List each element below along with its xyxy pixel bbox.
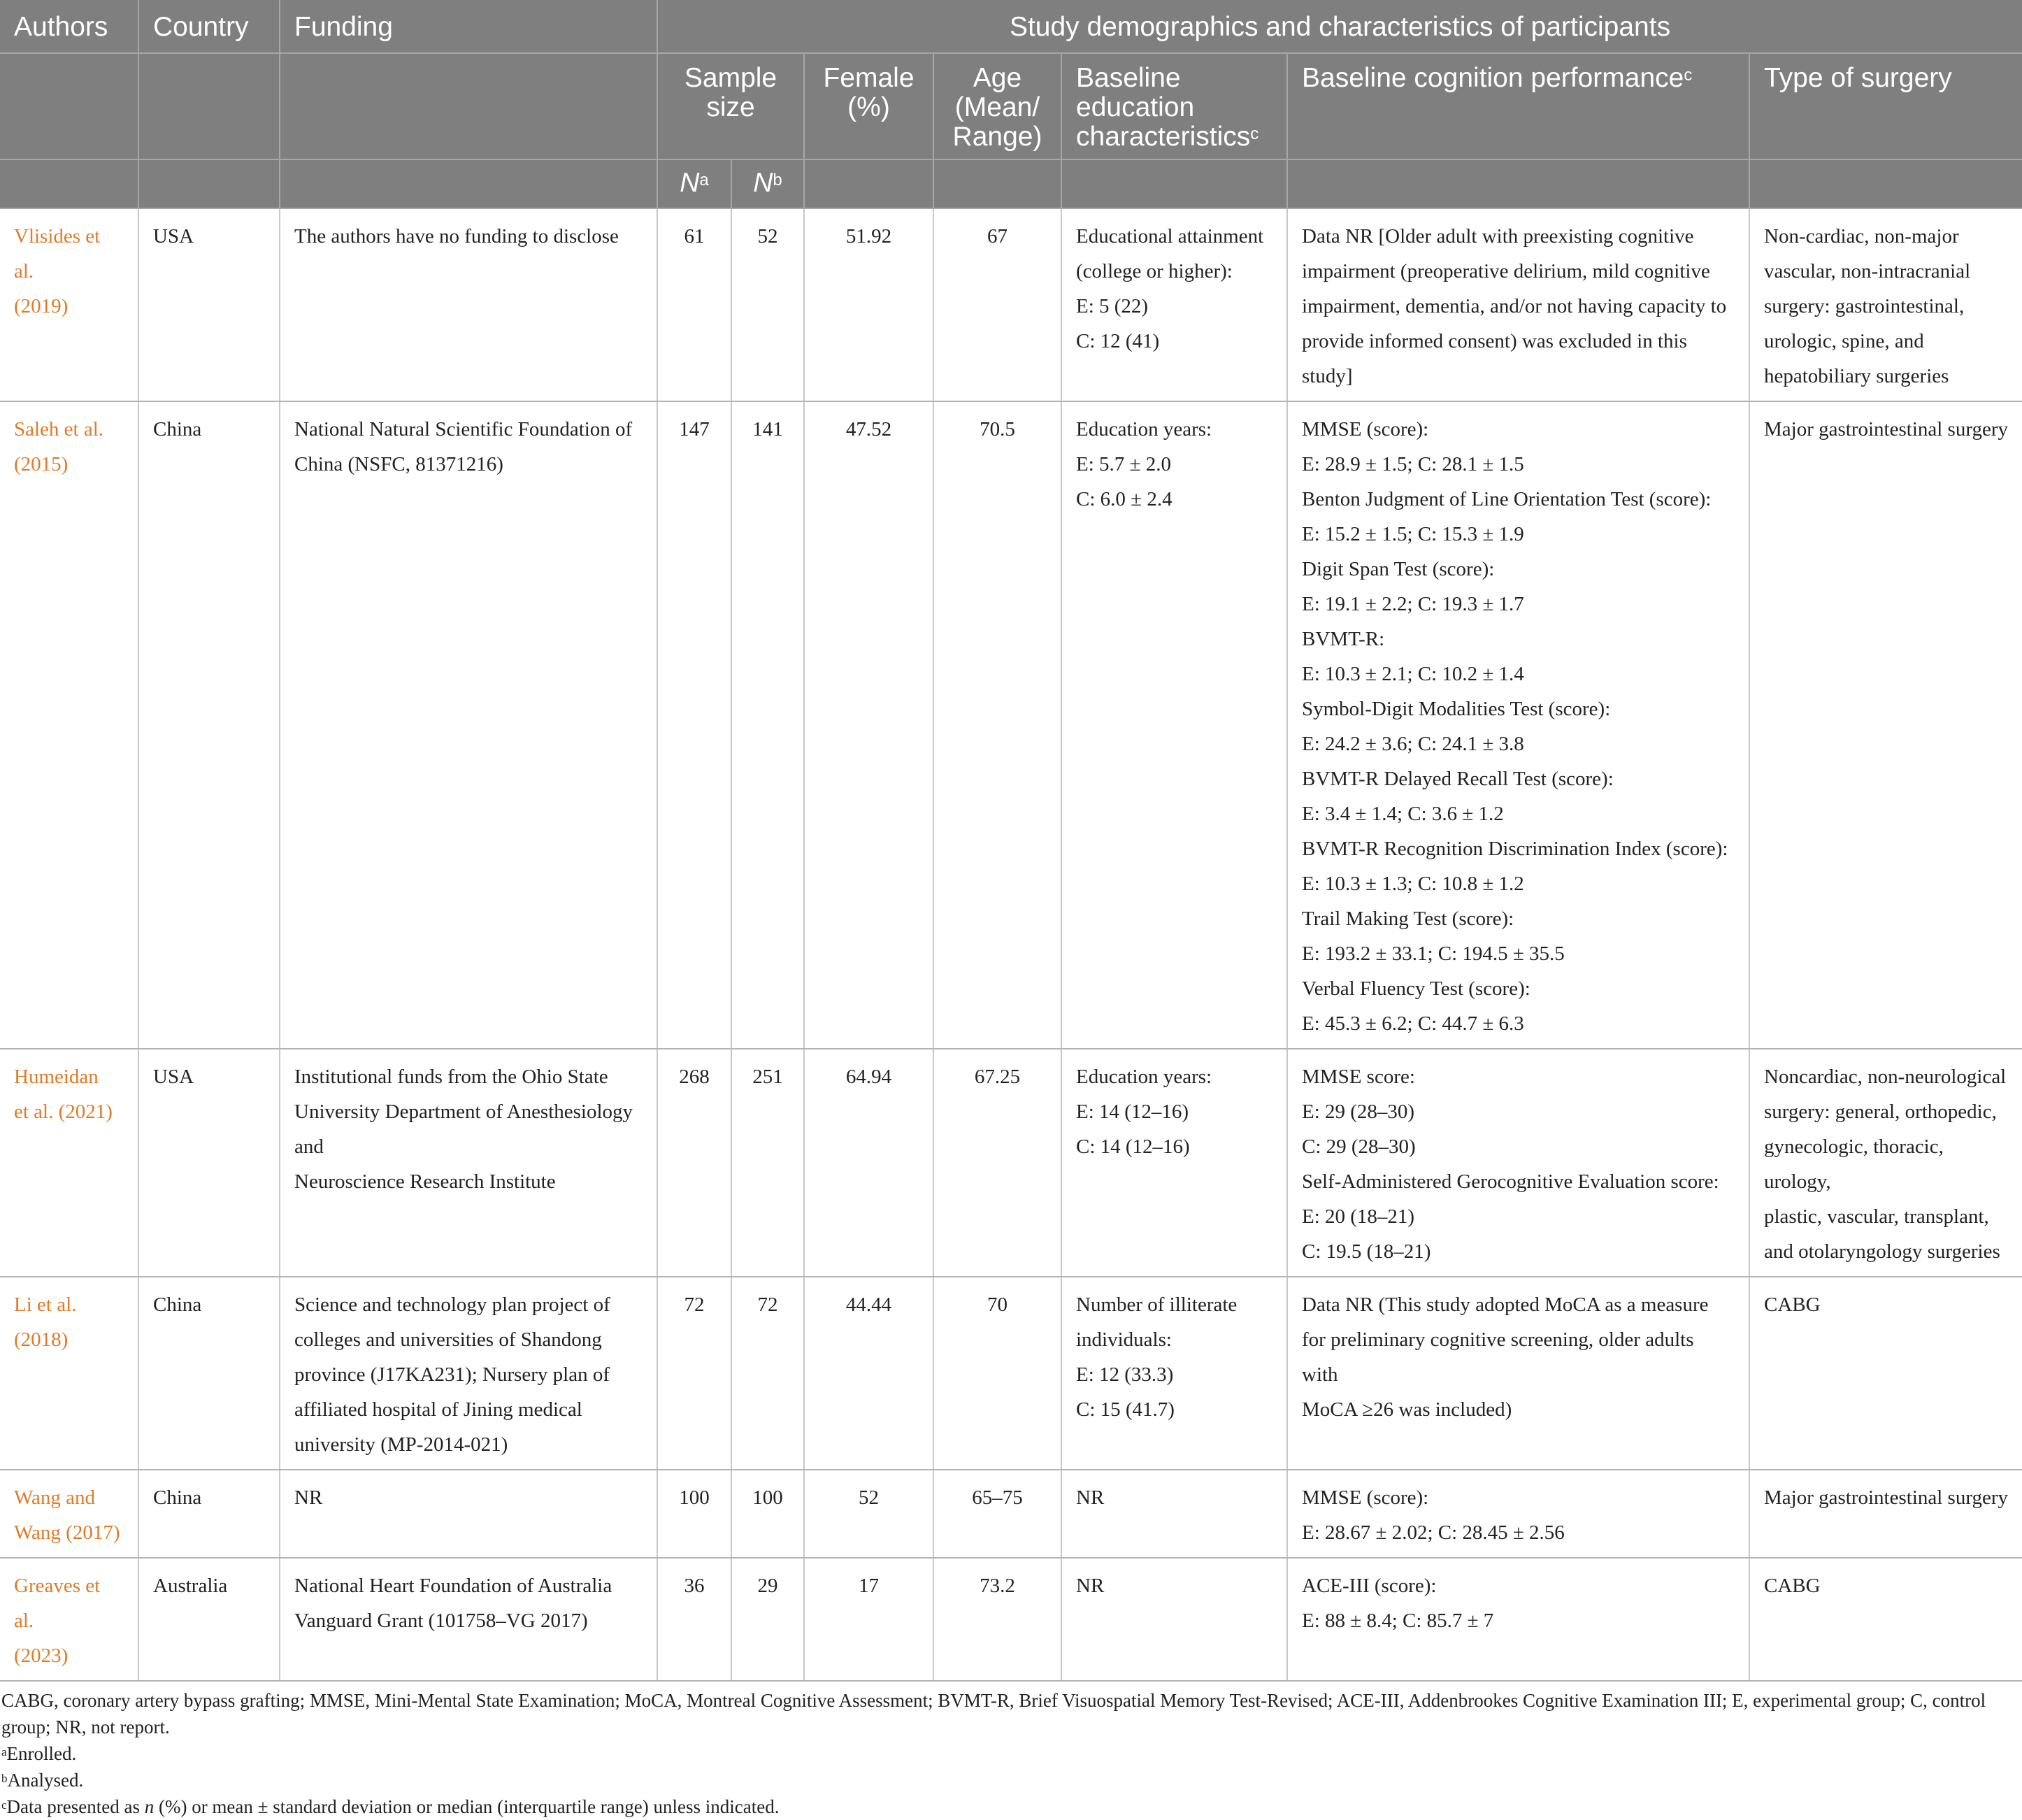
n-enrolled-cell: 36 [657,1558,731,1681]
education-cell [1061,1558,1287,1681]
surgery-cell [1749,401,2022,1049]
funding-line: The authors have no funding to disclose [294,225,619,248]
education-line: C: 12 (41) [1076,330,1160,352]
header-country: Country [138,0,280,53]
n-analysed-cell: 72 [731,1277,804,1470]
table-header [0,0,2022,208]
header-sample-size [657,53,804,159]
header-blank [933,159,1061,208]
author-line: Saleh et al. [14,418,104,440]
funding-line: Neuroscience Research Institute [294,1170,556,1193]
n-analysed-cell: 29 [731,1558,804,1681]
age-cell: 67.25 [933,1049,1061,1277]
header-n-enrolled-label: N [680,168,700,198]
funding-line: University Department of Anesthesiology [294,1101,633,1123]
surgery-line: Noncardiac, non-neurological [1764,1066,2007,1088]
cognition-line: E: 3.4 ± 1.4; C: 3.6 ± 1.2 [1302,803,1504,825]
header-education-sup: c [1250,124,1259,143]
footnote-a-text: Enrolled. [6,1743,77,1764]
header-funding: Funding [280,0,657,53]
header-female: Female (%) [804,53,933,159]
n-analysed-cell: 251 [731,1049,804,1277]
education-line: Educational attainment [1076,225,1264,248]
table-row [0,401,2022,1049]
surgery-line: surgery: general, orthopedic, [1764,1101,1997,1123]
education-line: individuals: [1076,1328,1172,1351]
surgery-line: vascular, non-intracranial [1764,260,1971,282]
cognition-line: BVMT-R Delayed Recall Test (score): [1302,768,1614,790]
header-blank [1749,159,2022,208]
table-footnotes [0,1682,2022,1820]
header-blank [804,159,933,208]
education-cell [1061,1470,1287,1558]
funding-line: province (J17KA231); Nursery plan of [294,1363,610,1386]
funding-cell [280,1470,657,1558]
surgery-line: and otolaryngology surgeries [1764,1240,2000,1263]
cognition-line: Symbol-Digit Modalities Test (score): [1302,698,1611,720]
header-education [1061,53,1287,159]
surgery-line: CABG [1764,1575,1821,1597]
table-row [0,208,2022,401]
cognition-line: E: 28.9 ± 1.5; C: 28.1 ± 1.5 [1302,453,1524,475]
author-cell[interactable] [0,1558,138,1681]
header-blank [138,53,280,159]
cognition-cell [1287,208,1749,401]
female-cell: 52 [804,1470,933,1558]
education-line: E: 5.7 ± 2.0 [1076,453,1171,475]
cognition-line: Benton Judgment of Line Orientation Test (score): [1302,488,1712,510]
country-cell: Australia [138,1558,280,1681]
age-cell: 65–75 [933,1470,1061,1558]
funding-cell [280,1277,657,1470]
header-age: Age (Mean/ Range) [933,53,1061,159]
country-cell: USA [138,1049,280,1277]
footnote-c-post: (%) or mean ± standard deviation or median (interquartile range) unless indicated. [154,1796,780,1817]
header-blank [1061,159,1287,208]
author-line: Li et al. [14,1294,77,1316]
education-cell [1061,401,1287,1049]
cognition-line: impairment, dementia, and/or not having capacity to [1302,295,1727,317]
funding-line: and [294,1135,324,1158]
surgery-line: surgery: gastrointestinal, [1764,295,1965,317]
cognition-line: C: 29 (28–30) [1302,1135,1416,1158]
education-line: Education years: [1076,1066,1212,1088]
cognition-cell [1287,1470,1749,1558]
education-line: NR [1076,1486,1105,1509]
funding-line: Science and technology plan project of [294,1294,610,1316]
footnote-c [1,1793,2021,1820]
surgery-line: plastic, vascular, transplant, [1764,1205,1989,1228]
surgery-cell [1749,1558,2022,1681]
education-line: Education years: [1076,418,1212,440]
cognition-line: E: 29 (28–30) [1302,1101,1415,1123]
cognition-line: Trail Making Test (score): [1302,908,1514,930]
author-line: (2019) [14,295,69,317]
author-line: (2015) [14,453,69,475]
header-n-analysed [731,159,804,208]
header-blank [138,159,280,208]
author-cell[interactable] [0,208,138,401]
funding-line: China (NSFC, 81371216) [294,453,503,475]
author-cell[interactable] [0,1277,138,1470]
country-cell: China [138,1277,280,1470]
cognition-line: study] [1302,365,1353,387]
table-body [0,208,2022,1681]
funding-line: affiliated hospital of Jining medical [294,1398,582,1421]
footnote-b [1,1767,2021,1793]
surgery-line: Major gastrointestinal surgery [1764,418,2009,440]
surgery-line: CABG [1764,1294,1821,1316]
education-cell [1061,208,1287,401]
author-cell[interactable] [0,1470,138,1558]
cognition-line: Digit Span Test (score): [1302,558,1495,580]
funding-cell [280,401,657,1049]
education-cell [1061,1277,1287,1470]
n-analysed-cell: 52 [731,208,804,401]
surgery-cell [1749,1277,2022,1470]
education-line: C: 15 (41.7) [1076,1398,1175,1421]
education-line: Number of illiterate [1076,1294,1238,1316]
footnote-c-mark: c [1,1798,7,1812]
table-row [0,1277,2022,1470]
author-line: Wang and [14,1486,96,1509]
cognition-line: for preliminary cognitive screening, older adults with [1302,1328,1694,1386]
age-cell: 70 [933,1277,1061,1470]
funding-line: National Natural Scientific Foundation of [294,418,633,440]
header-cognition-sup: c [1684,66,1693,85]
footnote-c-n: n [144,1796,155,1817]
footnote-a-mark: a [1,1745,7,1758]
female-cell: 51.92 [804,208,933,401]
n-analysed-cell: 141 [731,401,804,1049]
education-line: E: 12 (33.3) [1076,1363,1174,1386]
header-group: Study demographics and characteristics of participants [657,0,2022,53]
surgery-line: Major gastrointestinal surgery [1764,1486,2009,1509]
education-line: C: 6.0 ± 2.4 [1076,488,1173,510]
header-blank [280,159,657,208]
author-cell[interactable] [0,1049,138,1277]
surgery-cell [1749,1470,2022,1558]
funding-cell [280,208,657,401]
surgery-line: Non-cardiac, non-major [1764,225,1959,248]
cognition-cell [1287,401,1749,1049]
cognition-line: E: 19.1 ± 2.2; C: 19.3 ± 1.7 [1302,593,1524,615]
cognition-line: ACE-III (score): [1302,1575,1437,1597]
header-blank [0,53,138,159]
header-education-label: Baseline education characteristics [1076,63,1251,152]
author-line: Vlisides et al. [14,225,101,282]
cognition-line: MoCA ≥26 was included) [1302,1398,1512,1421]
cognition-line: Self-Administered Gerocognitive Evaluation score: [1302,1170,1719,1193]
country-cell: China [138,1470,280,1558]
funding-cell [280,1558,657,1681]
header-sample-size-label: Sample size [684,63,777,122]
cognition-line: E: 10.3 ± 1.3; C: 10.8 ± 1.2 [1302,873,1524,895]
author-line: Greaves et al. [14,1575,101,1632]
header-cognition-label: Baseline cognition performance [1302,63,1684,93]
n-enrolled-cell: 100 [657,1470,731,1558]
header-authors: Authors [0,0,138,53]
header-blank [1287,159,1749,208]
header-n-analysed-sup: b [773,171,782,189]
table-row [0,1558,2022,1681]
funding-line: Vanguard Grant (101758–VG 2017) [294,1610,588,1632]
cognition-cell [1287,1049,1749,1277]
education-line: NR [1076,1575,1105,1597]
cognition-line: E: 28.67 ± 2.02; C: 28.45 ± 2.56 [1302,1521,1565,1544]
country-cell: China [138,401,280,1049]
cognition-line: BVMT-R Recognition Discrimination Index (score): [1302,838,1728,860]
female-cell: 44.44 [804,1277,933,1470]
funding-line: NR [294,1486,323,1509]
cognition-line: BVMT-R: [1302,628,1385,650]
age-cell: 73.2 [933,1558,1061,1681]
cognition-cell [1287,1277,1749,1470]
cognition-line: E: 15.2 ± 1.5; C: 15.3 ± 1.9 [1302,523,1524,545]
cognition-line: Data NR (This study adopted MoCA as a measure [1302,1294,1709,1316]
n-enrolled-cell: 61 [657,208,731,401]
table-row [0,1049,2022,1277]
surgery-cell [1749,208,2022,401]
footnote-c-pre: Data presented as [6,1796,145,1817]
header-cognition [1287,53,1749,159]
cognition-line: E: 20 (18–21) [1302,1205,1415,1228]
female-cell: 64.94 [804,1049,933,1277]
age-cell: 70.5 [933,401,1061,1049]
footnote-b-mark: b [1,1772,8,1785]
funding-line: Institutional funds from the Ohio State [294,1066,608,1088]
cognition-cell [1287,1558,1749,1681]
funding-line: colleges and universities of Shandong [294,1328,602,1351]
education-line: E: 5 (22) [1076,295,1149,317]
author-cell[interactable] [0,401,138,1049]
funding-cell [280,1049,657,1277]
cognition-line: E: 45.3 ± 6.2; C: 44.7 ± 6.3 [1302,1012,1524,1035]
header-surgery: Type of surgery [1749,53,2022,159]
education-line: E: 14 (12–16) [1076,1101,1189,1123]
education-line: (college or higher): [1076,260,1233,282]
cognition-line: MMSE score: [1302,1066,1415,1088]
funding-line: university (MP-2014-021) [294,1433,508,1456]
footnote-b-text: Analysed. [7,1770,84,1791]
author-line: Humeidan [14,1066,99,1088]
female-cell: 47.52 [804,401,933,1049]
surgery-line: gynecologic, thoracic, urology, [1764,1135,1944,1193]
cognition-line: MMSE (score): [1302,418,1429,440]
cognition-line: E: 193.2 ± 33.1; C: 194.5 ± 35.5 [1302,943,1565,965]
education-cell [1061,1049,1287,1277]
author-line: et al. (2021) [14,1101,113,1123]
header-n-enrolled-sup: a [699,171,709,189]
n-enrolled-cell: 72 [657,1277,731,1470]
cognition-line: E: 10.3 ± 2.1; C: 10.2 ± 1.4 [1302,663,1524,685]
cognition-line: provide informed consent) was excluded in this [1302,330,1687,352]
cognition-line: Data NR [Older adult with preexisting cognitive [1302,225,1694,248]
education-line: C: 14 (12–16) [1076,1135,1190,1158]
author-line: Wang (2017) [14,1521,120,1544]
cognition-line: C: 19.5 (18–21) [1302,1240,1431,1263]
surgery-cell [1749,1049,2022,1277]
cognition-line: E: 88 ± 8.4; C: 85.7 ± 7 [1302,1610,1494,1632]
country-cell: USA [138,208,280,401]
n-enrolled-cell: 268 [657,1049,731,1277]
surgery-line: hepatobiliary surgeries [1764,365,1949,387]
header-n-analysed-label: N [753,168,773,198]
n-enrolled-cell: 147 [657,401,731,1049]
author-line: (2018) [14,1328,69,1351]
funding-line: National Heart Foundation of Australia [294,1575,612,1597]
n-analysed-cell: 100 [731,1470,804,1558]
cognition-line: MMSE (score): [1302,1486,1429,1509]
footnote-a [1,1740,2021,1767]
age-cell: 67 [933,208,1061,401]
footnote-abbreviations: CABG, coronary artery bypass grafting; MMSE, Mini-Mental State Examination; MoCA, Montreal Cognitive Assessment; BVMT-R, Brief Visuospatial Memory Test-Revised; ACE-III, Addenbrookes Cognitive Examination III; E, experimental group; C, control group; NR, not report. [1,1690,1986,1737]
header-blank [0,159,138,208]
header-n-enrolled [657,159,731,208]
female-cell: 17 [804,1558,933,1681]
header-blank [280,53,657,159]
cognition-line: E: 24.2 ± 3.6; C: 24.1 ± 3.8 [1302,733,1524,755]
author-line: (2023) [14,1645,69,1667]
table-row [0,1470,2022,1558]
cognition-line: Verbal Fluency Test (score): [1302,977,1530,1000]
cognition-line: impairment (preoperative delirium, mild cognitive [1302,260,1710,282]
surgery-line: urologic, spine, and [1764,330,1924,352]
